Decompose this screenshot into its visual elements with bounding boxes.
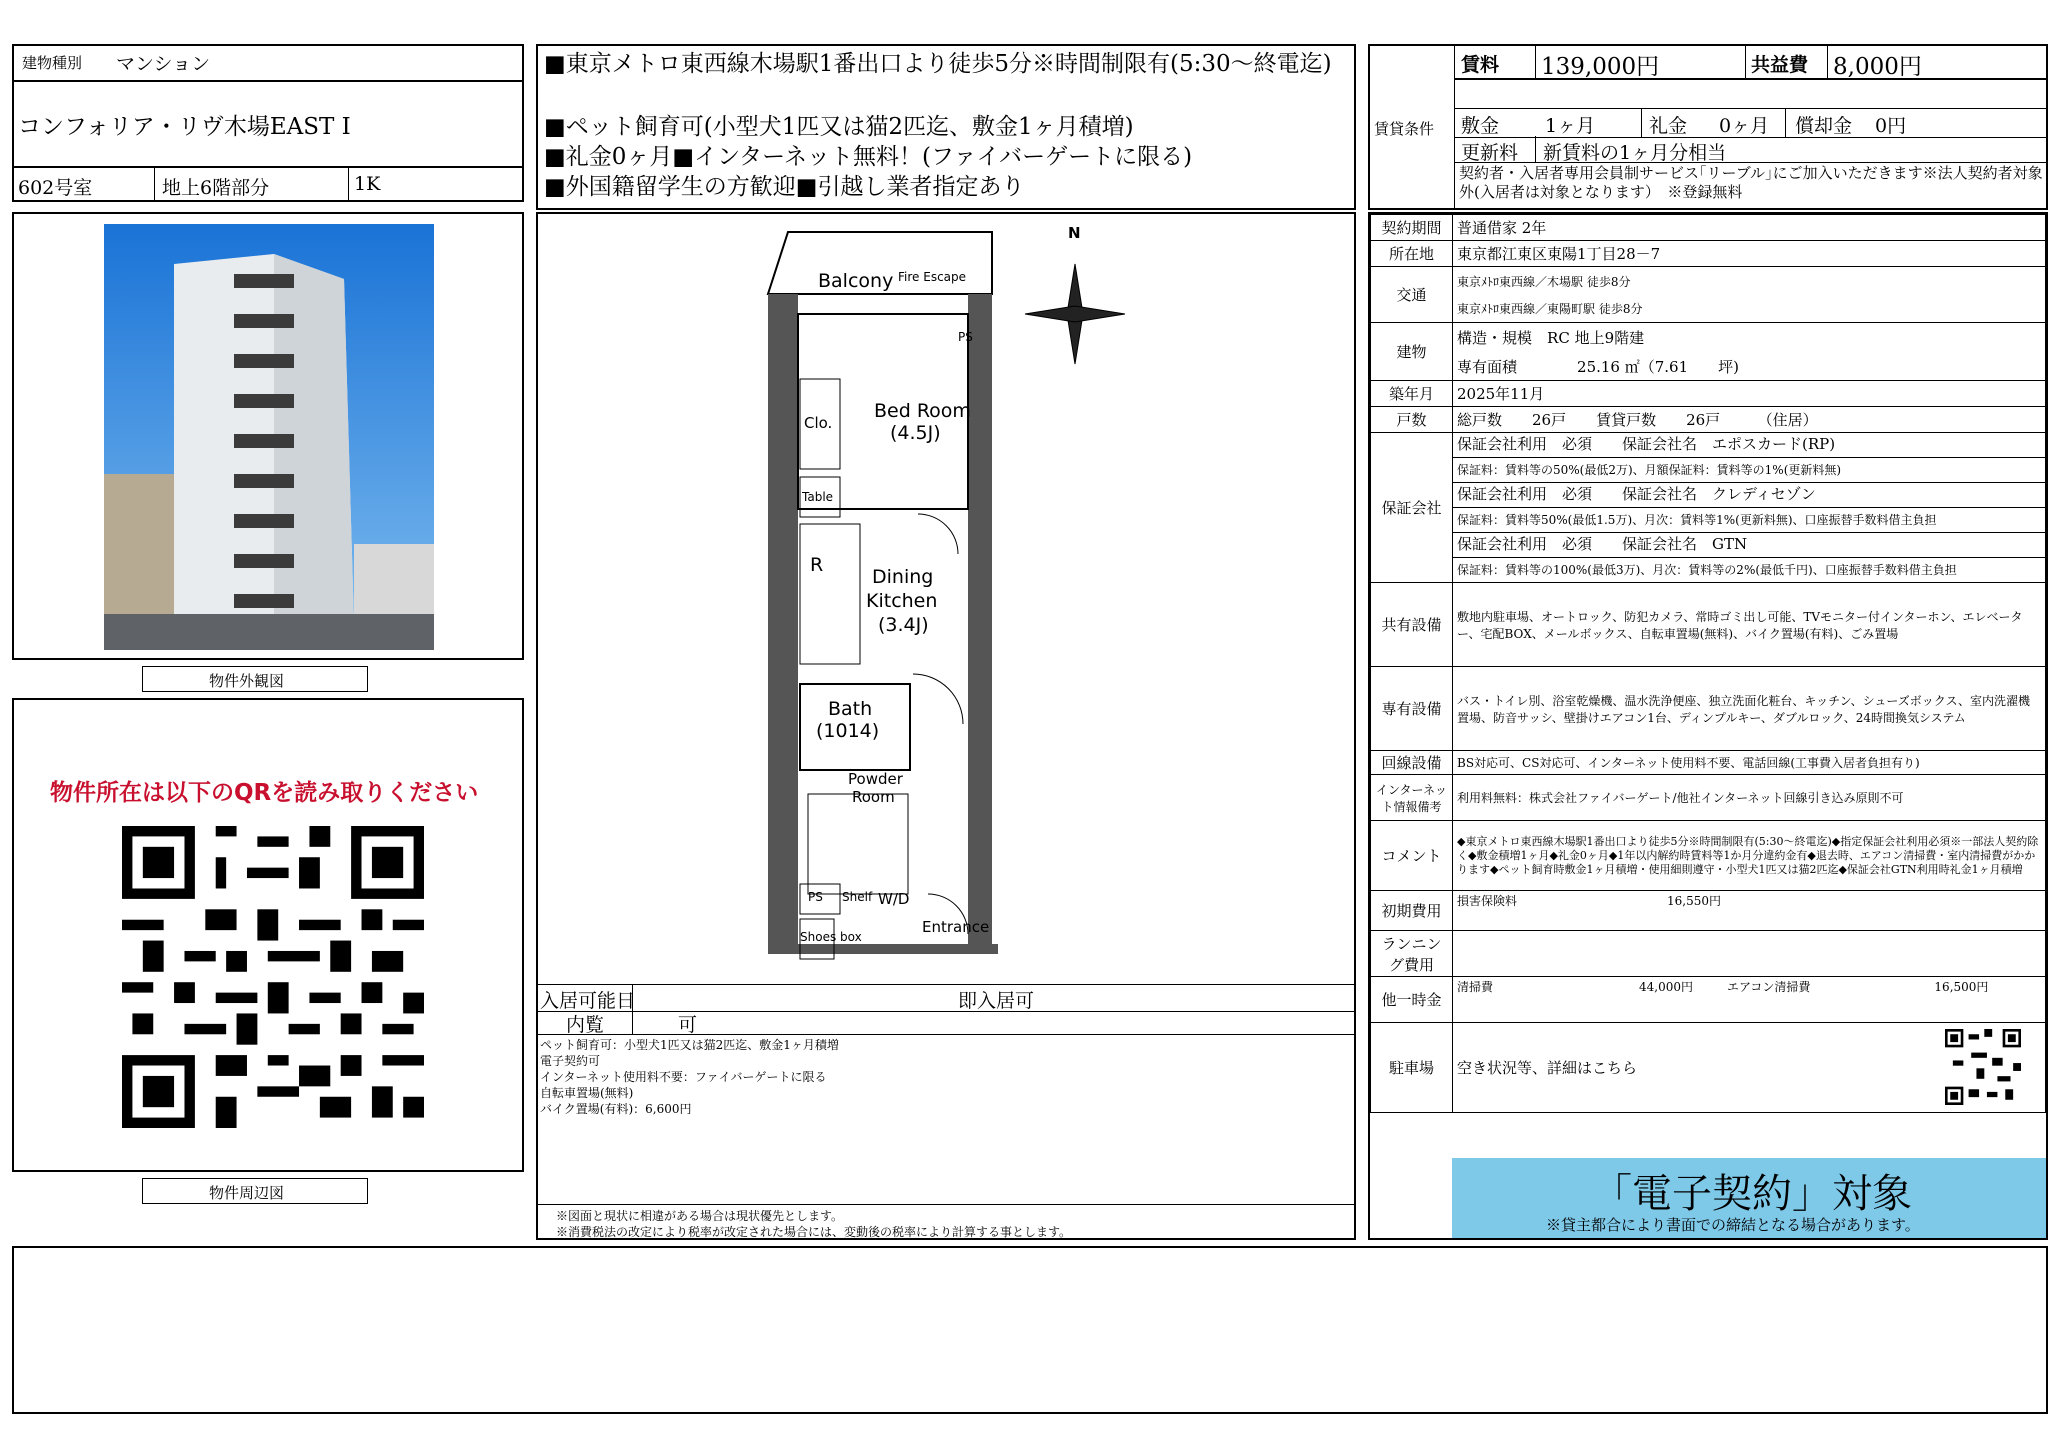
other-fee-item: 清掃費 xyxy=(1457,980,1494,994)
econtract-note: ※貸主都合により書面での締結となる場合があります。 xyxy=(1546,1216,1920,1234)
private-facilities-label: 専有設備 xyxy=(1371,667,1453,751)
deposit-label: 敷金 xyxy=(1461,115,1500,137)
renewal-label: 更新料 xyxy=(1461,142,1519,164)
guarantee-note: 保証料：賃料等の50%(最低2万)、月額保証料：賃料等の1%(更新料無) xyxy=(1453,458,2045,483)
move-in-label: 入居可能日 xyxy=(540,990,636,1012)
north-label: N xyxy=(1068,224,1081,242)
powder-label-2: Room xyxy=(852,788,895,806)
viewing-value: 可 xyxy=(678,1014,698,1036)
photo-caption: 物件外観図 xyxy=(209,672,285,690)
type-value: マンション xyxy=(116,53,211,75)
line-facilities-label: 回線設備 xyxy=(1371,751,1453,775)
rent-note: 契約者・入居者専用会員制サービス｢リーブル｣にご加入いただきます※法人契約者対象外(入居者は対象となります） ※登録無料 xyxy=(1459,164,2043,201)
move-in-value: 即入居可 xyxy=(958,990,1035,1012)
move-in-row xyxy=(538,984,1354,1012)
units-value: 総戸数 26戸 賃貸戸数 26戸 （住居） xyxy=(1453,407,2046,433)
note-line: インターネット使用料不要：ファイバーゲートに限る xyxy=(540,1070,827,1084)
initial-cost-value: 16,550円 xyxy=(1667,894,1722,908)
entrance-label: Entrance xyxy=(922,918,990,936)
transit-line: 東京ﾒﾄﾛ東西線／東陽町駅 徒歩8分 xyxy=(1457,301,1643,316)
note-line: ペット飼育可：小型犬1匹又は猫2匹迄、敷金1ヶ月積増 xyxy=(540,1038,839,1052)
qr-heading: 物件所在は以下のQRを読み取りください xyxy=(50,780,479,806)
note-line: 電子契約可 xyxy=(540,1054,601,1068)
highlight-line: ■ペット飼育可(小型犬1匹又は猫2匹迄、敷金1ヶ月積増) xyxy=(544,114,1134,140)
closet-label: Clo. xyxy=(804,414,833,432)
compass-rose xyxy=(1025,264,1125,364)
kitchen-label: Kitchen xyxy=(866,590,938,612)
private-facilities-value: バス・トイレ別、浴室乾燥機、温水洗浄便座、独立洗面化粧台、キッチン、シューズボックス、室内洗濯機置場、防音サッシ、壁掛けエアコン1台、ディンプルキー、ダブルロック、24時間換気システム xyxy=(1453,667,2046,751)
rent-label: 賃料 xyxy=(1461,54,1500,76)
dining-label: Dining xyxy=(872,566,934,588)
rent-section-label: 賃貸条件 xyxy=(1374,120,1435,138)
other-fee-label: 他一時金 xyxy=(1371,977,1453,1023)
guarantee-note: 保証料：賃料等の100%(最低3万)、月次：賃料等の2%(最低千円)、口座振替手数料借主負担 xyxy=(1457,563,1957,577)
qr-panel xyxy=(12,698,524,1172)
econtract-title: 「電子契約」対象 xyxy=(1592,1171,1912,1217)
fire-escape-label: Fire Escape xyxy=(898,270,967,284)
other-fee-value: 16,500円 xyxy=(1934,980,1989,994)
highlight-line: ■東京メトロ東西線木場駅1番出口より徒歩5分※時間制限有(5:30～終電迄) xyxy=(544,51,1332,77)
viewing-label: 内覧 xyxy=(566,1014,605,1036)
comment-label: コメント xyxy=(1371,821,1453,891)
building-photo xyxy=(104,224,434,650)
disclaimer-line: ※図面と現状に相違がある場合は現状優先とします。 xyxy=(556,1209,844,1223)
building-header xyxy=(12,44,524,202)
ps-label: PS xyxy=(958,330,973,344)
contract-label: 契約期間 xyxy=(1371,215,1453,241)
internet-value: 利用料無料：株式会社ファイバーゲート/他社インターネット回線引き込み原則不可 xyxy=(1453,775,2046,821)
initial-cost-label: 初期費用 xyxy=(1371,891,1453,931)
building-label: 建物 xyxy=(1371,323,1453,381)
fridge-label: R xyxy=(810,554,824,576)
structure-label: 構造・規模 xyxy=(1457,328,1533,347)
initial-cost-item: 損害保険料 xyxy=(1457,894,1518,908)
parking-label: 駐車場 xyxy=(1371,1023,1453,1113)
common-facilities-label: 共有設備 xyxy=(1371,583,1453,667)
other-fee-item: エアコン清掃費 xyxy=(1727,980,1811,994)
other-fee-value: 44,000円 xyxy=(1639,980,1694,994)
amort-label: 償却金 xyxy=(1795,115,1853,137)
qr-code-icon[interactable] xyxy=(122,826,424,1128)
floor-plan xyxy=(538,214,1354,984)
guarantee-line: 保証会社利用 必須 保証会社名 GTN xyxy=(1453,533,2045,558)
built-label: 築年月 xyxy=(1371,381,1453,407)
details-table xyxy=(1370,214,2046,1113)
powder-label: Powder xyxy=(848,770,903,788)
address-value: 東京都江東区東陽1丁目28－7 xyxy=(1453,241,2046,267)
comment-value: ◆東京メトロ東西線木場駅1番出口より徒歩5分※時間制限有(5:30～終電迄)◆指定保証会社利用必須※一部法人契約除く◆敷金積増1ヶ月◆礼金0ヶ月◆1年以内解約時賃料等1か月分違約金有◆退去時、エアコン清掃費・室内清掃費がかかります◆ペット飼育時敷金1ヶ月積増・使用細則遵守・小型犬1匹又は猫2匹迄◆保証会社GTN利用時礼金1ヶ月積増 xyxy=(1453,821,2046,891)
internet-label: インターネット情報備考 xyxy=(1371,775,1453,821)
highlight-line: ■礼金0ヶ月■インターネット無料！(ファイバーゲートに限る) xyxy=(544,144,1193,170)
viewing-row xyxy=(538,1010,1354,1035)
contract-value: 普通借家 2年 xyxy=(1453,215,2046,241)
bath-label: Bath xyxy=(828,698,873,720)
line-facilities-value: BS対応可、CS対応可、インターネット使用料不要、電話回線(工事費入居者負担有り) xyxy=(1453,751,2046,775)
room-number: 602号室 xyxy=(18,177,93,199)
building-name: コンフォリア・リヴ木場EAST I xyxy=(18,114,351,140)
bath-size: (1014) xyxy=(816,720,880,742)
highlights-box xyxy=(536,44,1356,210)
qr-caption: 物件周辺図 xyxy=(209,1184,285,1202)
shelf-label: Shelf xyxy=(842,890,873,904)
ps-label: PS xyxy=(808,890,823,904)
photo-panel xyxy=(12,212,524,660)
renewal-value: 新賃料の1ヶ月分相当 xyxy=(1543,142,1727,164)
parking-value: 空き状況等、詳細はこちら xyxy=(1457,1059,1638,1077)
disclaimer-line: ※消費税法の改定により税率が改定された場合には、変動後の税率により計算する事とします。 xyxy=(556,1225,1072,1239)
transit-label: 交通 xyxy=(1371,267,1453,323)
type-row xyxy=(14,46,522,82)
bottom-blank-box xyxy=(12,1246,2048,1414)
guarantee-line: 保証会社利用 必須 保証会社名 クレディセゾン xyxy=(1453,483,2045,508)
type-label: 建物種別 xyxy=(22,54,83,72)
guarantee-label: 保証会社 xyxy=(1371,433,1453,583)
common-fee-label: 共益費 xyxy=(1751,54,1809,76)
common-facilities-value: 敷地内駐車場、オートロック、防犯カメラ、常時ゴミ出し可能、TVモニター付インターホン、エレベーター、宅配BOX、メールボックス、自転車置場(無料)、バイク置場(有料)、ごみ置場 xyxy=(1453,583,2046,667)
area-label: 専有面積 xyxy=(1457,357,1518,376)
qr-caption-box xyxy=(142,1178,368,1204)
photo-caption-box xyxy=(142,666,368,692)
parking-qr-icon[interactable] xyxy=(1945,1029,2021,1105)
highlight-line: ■外国籍留学生の方歓迎■引越し業者指定あり xyxy=(544,174,1025,200)
area-value: 25.16 ㎡（7.61 坪) xyxy=(1577,357,1739,376)
room-row xyxy=(14,166,522,202)
deposit-value: 1ヶ月 xyxy=(1545,115,1596,137)
common-fee-value: 8,000円 xyxy=(1833,54,1922,80)
built-value: 2025年11月 xyxy=(1453,381,2046,407)
running-cost-label: ランニング費用 xyxy=(1371,931,1453,977)
key-money-label: 礼金 xyxy=(1649,115,1688,137)
shoes-label: Shoes box xyxy=(800,930,862,944)
bedroom-size: (4.5J) xyxy=(890,422,941,444)
econtract-banner xyxy=(1452,1158,2046,1238)
note-line: バイク置場(有料)：6,600円 xyxy=(540,1102,692,1116)
property-details xyxy=(1368,212,2048,1240)
rent-value: 139,000円 xyxy=(1541,54,1660,80)
dining-size: (3.4J) xyxy=(878,614,929,636)
address-label: 所在地 xyxy=(1371,241,1453,267)
rent-conditions xyxy=(1368,44,2048,210)
guarantee-line: 保証会社利用 必須 保証会社名 エポスカード(RP) xyxy=(1453,433,2045,458)
table-label: Table xyxy=(802,490,834,504)
bedroom-label: Bed Room xyxy=(874,400,971,422)
guarantee-note: 保証料：賃料等50%(最低1.5万)、月次：賃料等1%(更新料無)、口座振替手数料借主負担 xyxy=(1453,508,2045,533)
disclaimer-box xyxy=(538,1204,1354,1239)
transit-line: 東京ﾒﾄﾛ東西線／木場駅 徒歩8分 xyxy=(1457,274,1631,289)
balcony-label: Balcony xyxy=(818,270,894,292)
floor-value: 地上6階部分 xyxy=(162,177,270,199)
key-money-value: 0ヶ月 xyxy=(1719,115,1770,137)
note-line: 自転車置場(無料) xyxy=(540,1086,634,1100)
structure-value: RC 地上9階建 xyxy=(1547,328,1645,347)
wd-label: W/D xyxy=(878,890,910,908)
floorplan-panel xyxy=(536,212,1356,1240)
amort-value: 0円 xyxy=(1875,115,1907,137)
units-label: 戸数 xyxy=(1371,407,1453,433)
layout-value: 1K xyxy=(354,173,381,195)
